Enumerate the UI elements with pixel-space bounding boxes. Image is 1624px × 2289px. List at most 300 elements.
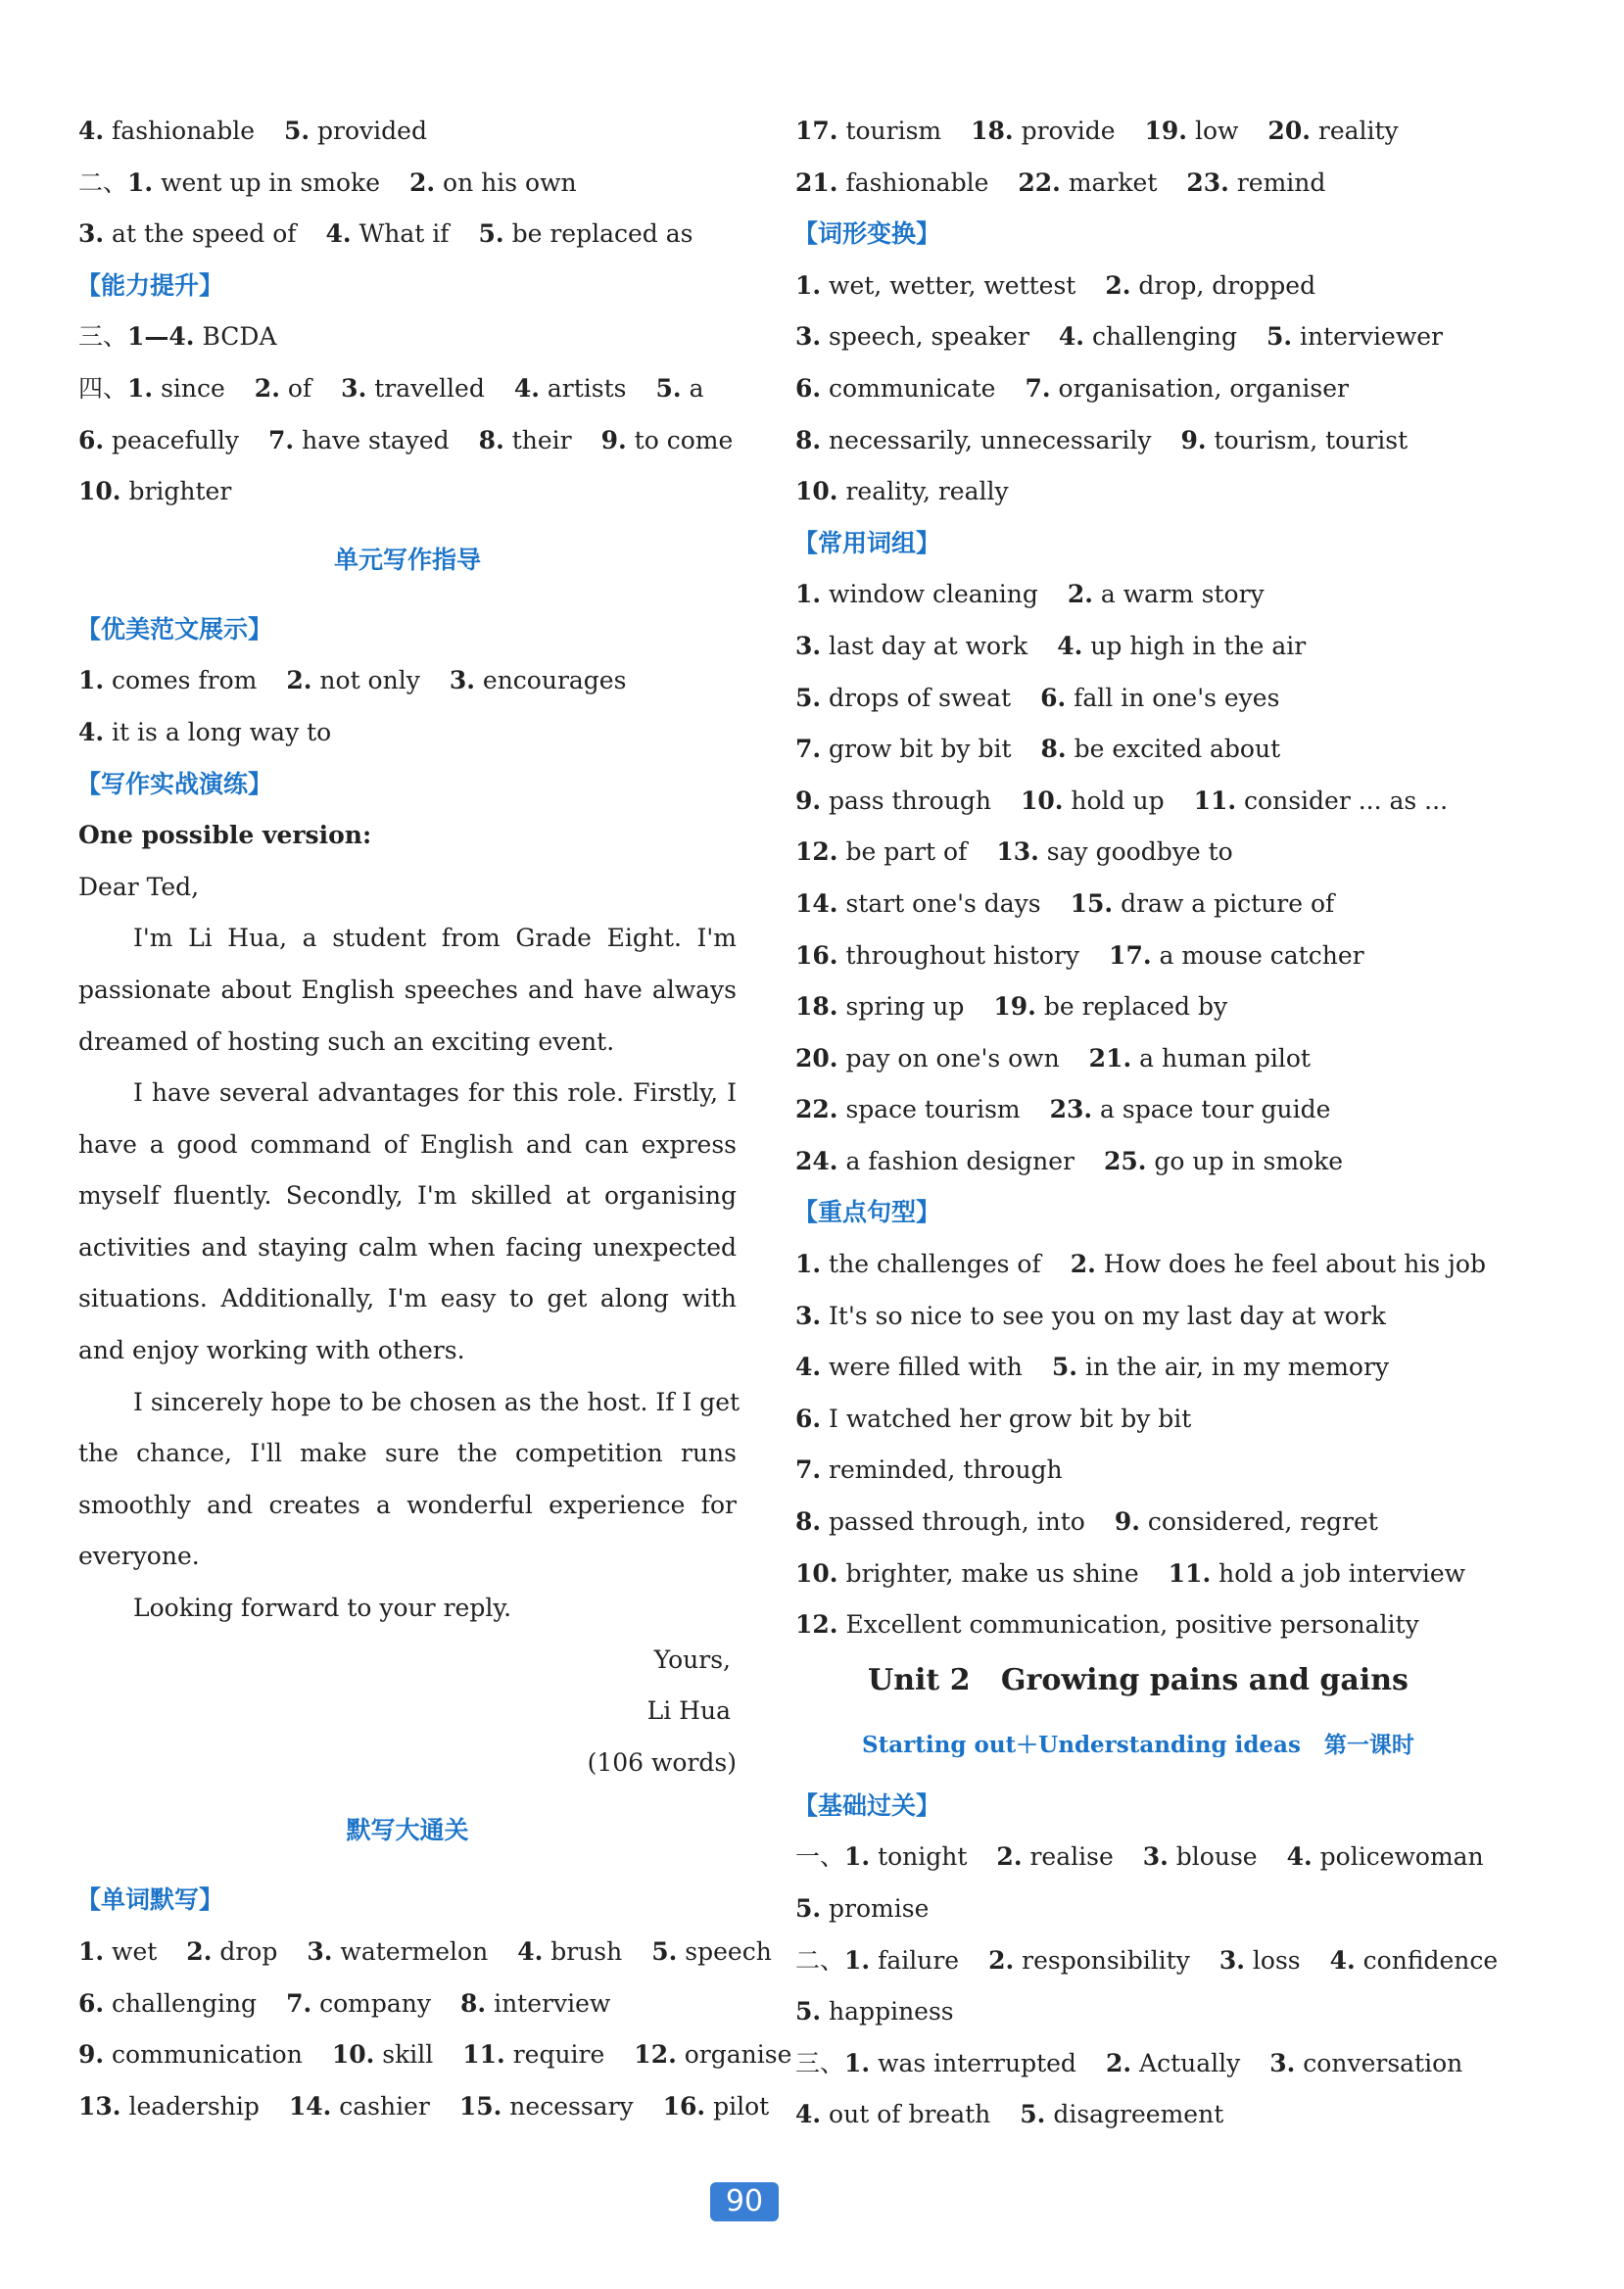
- answer-text: brighter: [120, 477, 232, 506]
- answer-text: last day at work: [821, 631, 1028, 660]
- answer-number: 21.: [1088, 1043, 1132, 1073]
- answer-line: [795, 1549, 1481, 1600]
- answer-text: wet, wetter, wettest: [821, 270, 1076, 300]
- section-heading: 【词形变换】: [793, 219, 941, 249]
- answer-text: a mouse catcher: [1151, 940, 1364, 970]
- answer-item: [1115, 1507, 1378, 1536]
- answer-number: 12.: [795, 837, 838, 867]
- answer-text: since: [153, 373, 225, 403]
- answer-item: [656, 374, 704, 403]
- answer-item: [1143, 1842, 1258, 1871]
- answer-item: [795, 1455, 1063, 1484]
- answer-line: [78, 158, 737, 210]
- answer-item: [601, 426, 734, 454]
- answer-text: hold up: [1063, 786, 1165, 815]
- answer-item: [1041, 735, 1281, 763]
- essay-line: smoothly and creates a wonderful experience for: [78, 1490, 737, 1519]
- answer-text: reality: [1310, 117, 1399, 145]
- answer-text: require: [504, 2040, 605, 2070]
- answer-text: hold a job interview: [1211, 1558, 1466, 1588]
- answer-text: be replaced as: [503, 219, 693, 249]
- answer-text: reality, really: [837, 477, 1009, 506]
- answer-item: [1020, 2100, 1223, 2128]
- answer-item: [78, 477, 231, 505]
- answer-line: [795, 1291, 1481, 1343]
- answer-item: [1145, 117, 1239, 145]
- answer-number: 7.: [795, 735, 822, 764]
- answer-line: [795, 1084, 1481, 1136]
- answer-text: were filled with: [821, 1353, 1023, 1382]
- answer-line: [795, 1832, 1484, 1884]
- answer-text: communication: [104, 2040, 303, 2070]
- answer-number: 9.: [1180, 425, 1207, 454]
- answer-number: 3.: [307, 1937, 333, 1966]
- answer-number: 3.: [341, 373, 367, 403]
- answer-text: fashionable: [104, 117, 255, 145]
- answer-item: [78, 117, 255, 145]
- answer-text: Excellent communication, positive personality: [837, 1610, 1419, 1640]
- answer-number: 14.: [795, 888, 838, 918]
- answer-number: 10.: [78, 477, 121, 506]
- answer-number: 2.: [1067, 580, 1093, 609]
- answer-item: [634, 2040, 791, 2069]
- answer-number: 19.: [993, 992, 1036, 1022]
- answer-text: skill: [374, 2040, 434, 2070]
- answer-text: at the speed of: [104, 219, 297, 249]
- answer-text: company: [311, 1988, 432, 2018]
- answer-number: 5.: [1020, 2100, 1046, 2129]
- essay-line: I'm Li Hua, a student from Grade Eight. I'm: [133, 924, 737, 953]
- answer-item: [1269, 2049, 1462, 2077]
- answer-number: 1.: [844, 1945, 871, 1975]
- essay-line: passionate about English speeches and have always: [78, 975, 737, 1004]
- answer-text: challenging: [1084, 322, 1237, 352]
- answer-item: [795, 374, 995, 403]
- answer-item: [255, 374, 311, 403]
- answer-number: 1.: [795, 580, 822, 609]
- section-prefix: 一、: [795, 1842, 845, 1872]
- answer-item: [78, 2040, 303, 2069]
- answer-line: [795, 1033, 1481, 1085]
- answer-line: [795, 1445, 1481, 1497]
- answer-text: I watched her grow bit by bit: [821, 1404, 1192, 1433]
- answer-text: their: [503, 425, 572, 454]
- answer-number: 1.: [127, 373, 154, 403]
- answer-line: [78, 363, 737, 415]
- answer-text: It's so nice to see you on my last day at work: [821, 1301, 1386, 1330]
- answer-number: 3.: [78, 219, 105, 249]
- answer-text: travelled: [366, 373, 485, 403]
- answer-item: [78, 1989, 257, 2018]
- answer-number: 24.: [795, 1146, 838, 1175]
- answer-item: [795, 684, 1011, 712]
- answer-text: be part of: [837, 837, 968, 867]
- answer-text: not only: [311, 666, 420, 695]
- answer-line: [78, 655, 737, 707]
- answer-line: [78, 1979, 737, 2030]
- answer-number: 10.: [1020, 786, 1064, 815]
- answer-item: [78, 718, 331, 746]
- answer-line: [795, 158, 1481, 210]
- letter-greeting: Dear Ted,: [78, 872, 200, 901]
- answer-text: have stayed: [294, 425, 450, 454]
- answer-number: 2.: [186, 1937, 213, 1966]
- answer-item: [988, 1946, 1190, 1975]
- answer-number: 1.: [795, 1250, 822, 1279]
- answer-number: 7.: [795, 1455, 822, 1485]
- answer-text: necessarily, unnecessarily: [821, 425, 1152, 454]
- answer-text: a space tour guide: [1092, 1095, 1331, 1124]
- answer-number: 13.: [996, 837, 1039, 867]
- answer-item: [1040, 684, 1279, 712]
- answer-text: drop: [212, 1937, 278, 1966]
- answer-text: fashionable: [837, 167, 989, 197]
- left-column: [76, 106, 792, 2132]
- answer-line: [795, 363, 1481, 415]
- answer-item: [795, 1559, 1139, 1588]
- answer-item: [460, 1989, 610, 2018]
- answer-text: responsibility: [1014, 1945, 1190, 1975]
- answer-line: [795, 1342, 1481, 1394]
- answer-number: 3.: [1218, 1945, 1245, 1975]
- answer-text: it is a long way to: [104, 717, 332, 746]
- answer-item: [795, 1302, 1386, 1330]
- answer-number: 14.: [288, 2091, 332, 2121]
- essay-line: Yours,: [653, 1645, 731, 1674]
- answer-number: 8.: [478, 425, 504, 454]
- answer-text: out of breath: [821, 2100, 991, 2129]
- answer-line: [795, 261, 1481, 312]
- answer-item: [479, 426, 572, 454]
- answer-number: 6.: [795, 373, 822, 403]
- answer-item: [795, 941, 1079, 970]
- answer-line: [795, 466, 1481, 518]
- section-heading: 【写作实战演练】: [76, 769, 273, 798]
- part-title: 单元写作指导: [333, 545, 481, 574]
- answer-number: 2.: [254, 373, 280, 403]
- answer-line: [78, 466, 737, 518]
- answer-item: [1025, 374, 1348, 403]
- answer-number: 5.: [795, 683, 822, 712]
- answer-item: [1052, 1353, 1389, 1381]
- answer-line: [795, 981, 1481, 1033]
- answer-number: 17.: [1109, 940, 1152, 970]
- answer-item: [1021, 787, 1165, 815]
- answer-number: 15.: [458, 2091, 502, 2121]
- answer-number: 1.: [78, 1937, 105, 1966]
- answer-text: passed through, into: [821, 1507, 1085, 1537]
- answer-item: [462, 2040, 604, 2069]
- section-heading: 【优美范文展示】: [76, 614, 273, 644]
- answer-item: [186, 1937, 277, 1966]
- section-heading: 【单词默写】: [76, 1885, 224, 1915]
- answer-line: [795, 1986, 1481, 2038]
- answer-number: 2.: [988, 1945, 1015, 1975]
- answer-text: the challenges of: [821, 1250, 1041, 1279]
- answer-item: [971, 117, 1115, 145]
- answer-text: Actually: [1131, 2048, 1241, 2077]
- answer-item: [663, 2092, 770, 2121]
- answer-line: [78, 311, 737, 363]
- answer-item: [1089, 1044, 1311, 1073]
- answer-item: [795, 992, 964, 1021]
- essay-line: dreamed of hosting such an exciting event.: [78, 1026, 615, 1056]
- answer-number: 4.: [1286, 1842, 1313, 1872]
- answer-item: [795, 1507, 1085, 1536]
- answer-number: 18.: [795, 992, 838, 1022]
- answer-text: speech: [677, 1937, 772, 1966]
- answer-item: [1219, 1946, 1301, 1975]
- answer-number: 3.: [449, 666, 475, 695]
- answer-number: 3.: [795, 1301, 822, 1330]
- answer-line: [78, 1927, 772, 1979]
- essay-line: the chance, I'll make sure the competition runs: [78, 1439, 737, 1468]
- answer-item: [1267, 117, 1398, 145]
- section-heading: 【常用词组】: [793, 528, 941, 557]
- essay-line: activities and staying calm when facing unexpected: [78, 1232, 737, 1262]
- answer-number: 4.: [513, 373, 540, 403]
- answer-number: 23.: [1186, 167, 1229, 197]
- section-prefix: 三、: [795, 2048, 845, 2077]
- answer-text: watermelon: [332, 1937, 489, 1966]
- answer-number: 4.: [517, 1937, 544, 1966]
- answer-number: 20.: [795, 1043, 838, 1073]
- answer-item: [127, 374, 225, 403]
- answer-text: provided: [310, 117, 427, 145]
- answer-text: confidence: [1355, 1945, 1499, 1975]
- answer-number: 17.: [795, 117, 838, 145]
- answer-number: 6.: [78, 425, 105, 454]
- answer-item: [1057, 632, 1306, 660]
- answer-item: [1050, 1095, 1331, 1123]
- answer-number: 25.: [1103, 1146, 1147, 1175]
- answer-line: [795, 621, 1481, 673]
- answer-item: [844, 1842, 967, 1871]
- answer-item: [795, 889, 1041, 918]
- answer-text: BCDA: [194, 322, 277, 352]
- answer-text: go up in smoke: [1146, 1146, 1344, 1175]
- answer-number: 4.: [78, 717, 105, 746]
- essay-line: have a good command of English and can express: [78, 1129, 737, 1159]
- answer-text: failure: [870, 1945, 960, 1975]
- answer-item: [795, 1353, 1023, 1381]
- answer-text: promise: [821, 1894, 930, 1923]
- section-heading: 【能力提升】: [76, 270, 224, 300]
- answer-text: comes from: [104, 666, 258, 695]
- answer-number: 3.: [795, 322, 822, 352]
- answer-text: blouse: [1168, 1842, 1258, 1872]
- section-prefix: 二、: [78, 167, 128, 197]
- answer-item: [795, 168, 988, 197]
- essay-line: myself fluently. Secondly, I'm skilled at organising: [78, 1181, 737, 1211]
- answer-text: say goodbye to: [1038, 837, 1233, 867]
- answer-item: [795, 117, 941, 145]
- answer-number: 4.: [795, 1353, 822, 1382]
- answer-text: encourages: [474, 666, 627, 695]
- answer-item: [795, 580, 1038, 608]
- answer-item: [795, 322, 1029, 351]
- answer-text: communicate: [821, 373, 996, 403]
- answer-number: 5.: [478, 219, 504, 249]
- answer-text: in the air, in my memory: [1077, 1353, 1390, 1382]
- answer-item: [1330, 1946, 1499, 1975]
- answer-line: [78, 209, 737, 261]
- answer-text: remind: [1228, 167, 1326, 197]
- answer-line: [795, 827, 1481, 879]
- unit-title: Unit 2 Growing pains and gains: [868, 1662, 1409, 1697]
- answer-line: [78, 707, 737, 759]
- answer-text: necessary: [502, 2091, 634, 2121]
- answer-item: [289, 2092, 430, 2121]
- answer-line: [795, 724, 1481, 776]
- answer-number: 1.: [795, 270, 822, 300]
- section-prefix: 三、: [78, 322, 128, 352]
- answer-number: 3.: [1142, 1842, 1169, 1872]
- answer-number: 5.: [651, 1937, 678, 1966]
- answer-text: up high in the air: [1082, 631, 1307, 660]
- answer-line: [795, 415, 1481, 467]
- answer-item: [795, 2100, 990, 2128]
- answer-number: 11.: [1193, 786, 1237, 815]
- answer-item: [1186, 168, 1325, 197]
- answer-text: How does he feel about his job: [1095, 1250, 1486, 1279]
- answer-item: [1068, 580, 1265, 608]
- answer-number: 6.: [1040, 683, 1067, 712]
- answer-number: 1.: [127, 167, 154, 197]
- answer-item: [795, 1044, 1060, 1073]
- answer-number: 7.: [286, 1988, 312, 2018]
- answer-item: [78, 666, 257, 694]
- answer-item: [78, 426, 239, 454]
- answer-item: [795, 1894, 929, 1923]
- answer-number: 8.: [795, 425, 822, 454]
- answer-number: 5.: [795, 1997, 822, 2027]
- answer-text: market: [1060, 167, 1158, 197]
- answer-text: cashier: [331, 2091, 430, 2121]
- answer-text: window cleaning: [821, 580, 1038, 609]
- answer-number: 10.: [795, 477, 838, 506]
- answer-text: fall in one's eyes: [1066, 683, 1280, 712]
- answer-text: be excited about: [1066, 735, 1281, 764]
- answer-text: pay on one's own: [837, 1043, 1060, 1073]
- answer-item: [78, 1937, 157, 1966]
- answer-text: went up in smoke: [153, 167, 380, 197]
- answer-text: organise: [676, 2040, 792, 2070]
- part-title: 默写大通关: [346, 1816, 469, 1845]
- answer-line: [795, 1136, 1481, 1188]
- answer-number: 10.: [795, 1558, 838, 1588]
- answer-text: start one's days: [837, 888, 1041, 918]
- answer-number: 15.: [1070, 888, 1114, 918]
- answer-number: 19.: [1144, 117, 1188, 145]
- answer-number: 4.: [1329, 1945, 1356, 1975]
- section-heading: 【重点句型】: [793, 1198, 941, 1227]
- answer-item: [1105, 271, 1315, 300]
- essay-line: (106 words): [587, 1747, 737, 1777]
- answer-item: [127, 168, 380, 197]
- answer-number: 3.: [795, 631, 822, 660]
- answer-text: be replaced by: [1035, 992, 1228, 1022]
- answer-text: brighter, make us shine: [837, 1558, 1139, 1588]
- answer-number: 2.: [409, 167, 436, 197]
- answer-text: pilot: [705, 2091, 770, 2121]
- answer-text: drops of sweat: [821, 683, 1012, 712]
- answer-number: 7.: [1025, 373, 1051, 403]
- answer-number: 1.: [844, 1842, 871, 1872]
- answer-text: a fashion designer: [837, 1146, 1075, 1175]
- answer-item: [517, 1937, 622, 1966]
- answer-text: a: [681, 373, 704, 403]
- answer-item: [844, 1946, 959, 1975]
- answer-line: [795, 106, 1481, 158]
- answer-item: [326, 219, 450, 248]
- answer-item: [651, 1937, 772, 1966]
- answer-text: challenging: [104, 1988, 258, 2018]
- answer-item: [1194, 787, 1448, 815]
- answer-line: [78, 2029, 792, 2081]
- answer-number: 9.: [795, 786, 822, 815]
- essay-line: I have several advantages for this role. Firstly, I: [133, 1078, 737, 1108]
- answer-text: loss: [1244, 1945, 1301, 1975]
- answer-item: [450, 666, 627, 694]
- essay-line: and enjoy working with others.: [78, 1336, 465, 1365]
- answer-item: [996, 1842, 1113, 1871]
- answer-item: [795, 477, 1009, 505]
- answer-text: speech, speaker: [821, 322, 1029, 352]
- answer-number: 11.: [462, 2040, 505, 2070]
- answer-number: 9.: [600, 425, 627, 454]
- answer-item: [1018, 168, 1157, 197]
- version-label: One possible version:: [78, 821, 372, 850]
- answer-item: [795, 632, 1027, 660]
- answer-number: 9.: [78, 2040, 105, 2070]
- answer-number: 6.: [795, 1404, 822, 1433]
- answer-number: 2.: [996, 1842, 1023, 1872]
- answer-text: a human pilot: [1131, 1043, 1311, 1073]
- answer-text: leadership: [120, 2091, 260, 2121]
- answer-number: 2.: [1105, 270, 1131, 300]
- essay-line: situations. Additionally, I'm easy to get along with: [78, 1284, 737, 1313]
- answer-item: [341, 374, 485, 403]
- answer-item: [1109, 941, 1364, 970]
- answer-text: space tourism: [837, 1095, 1021, 1124]
- answer-item: [795, 787, 991, 815]
- answer-item: [1169, 1559, 1465, 1588]
- answer-item: [284, 117, 427, 145]
- section-prefix: 二、: [795, 1945, 845, 1975]
- answer-item: [795, 1610, 1419, 1639]
- answer-number: 11.: [1168, 1558, 1212, 1588]
- essay-line: I sincerely hope to be chosen as the host. If I get: [133, 1387, 740, 1416]
- answer-text: considered, regret: [1139, 1507, 1378, 1537]
- answer-item: [1071, 1250, 1486, 1278]
- answer-text: brush: [543, 1937, 623, 1966]
- answer-number: 8.: [795, 1507, 822, 1537]
- answer-text: grow bit by bit: [821, 735, 1012, 764]
- answer-text: pass through: [821, 786, 991, 815]
- answer-text: interviewer: [1292, 322, 1443, 352]
- answer-number: 2.: [286, 666, 312, 695]
- answer-number: 1.: [844, 2048, 871, 2077]
- answer-item: [332, 2040, 433, 2069]
- answer-text: peacefully: [104, 425, 240, 454]
- answer-number: 7.: [268, 425, 295, 454]
- essay-line: everyone.: [78, 1542, 200, 1571]
- answer-line: [78, 415, 737, 467]
- answer-text: policewoman: [1312, 1842, 1484, 1872]
- answer-item: [307, 1937, 488, 1966]
- answer-line: [795, 2089, 1481, 2141]
